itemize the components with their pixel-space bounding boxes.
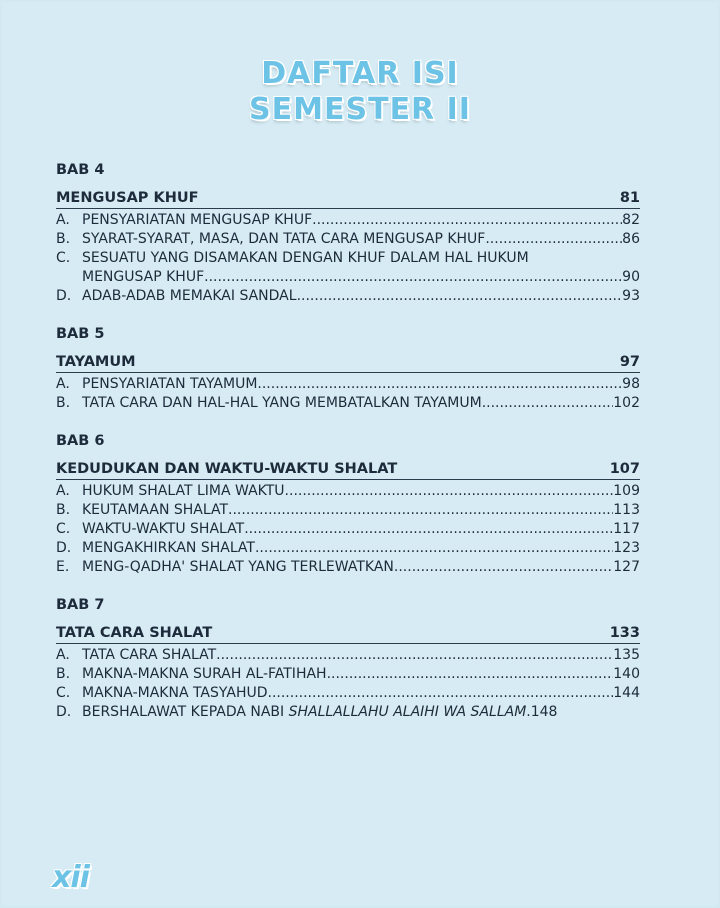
toc-entry[interactable]: [56, 287, 640, 306]
entry-letter: B.: [56, 502, 71, 518]
entry-text: PENSYARIATAN TAYAMUM: [82, 376, 258, 392]
page-number: xii: [52, 860, 89, 895]
toc-entry[interactable]: [56, 646, 640, 665]
chapter-title-row[interactable]: [56, 352, 640, 373]
chapter-title-row[interactable]: [56, 623, 640, 644]
entry-page: 90: [622, 269, 640, 285]
entry-letter: E.: [56, 559, 70, 575]
dot-leader: [312, 211, 622, 230]
toc-entry[interactable]: [56, 558, 640, 577]
entry-letter: A.: [56, 376, 70, 392]
entry-page: 86: [622, 231, 640, 247]
entry-text: TATA CARA SHALAT: [82, 647, 217, 663]
toc-entry[interactable]: [56, 375, 640, 394]
dot-leader: [257, 375, 622, 394]
bab-heading: BAB 5: [56, 326, 105, 342]
entry-page: 109: [613, 483, 640, 499]
entry-text: MENGAKHIRKAN SHALAT: [82, 540, 255, 556]
chapter-title-row[interactable]: [56, 188, 640, 209]
chapter-page: 133: [609, 625, 640, 641]
toc-entry[interactable]: [56, 230, 640, 249]
entry-text: KEUTAMAAN SHALAT: [82, 502, 229, 518]
entry-letter: C.: [56, 250, 71, 266]
entry-text: BERSHALAWAT KEPADA NABI: [82, 704, 285, 720]
dot-leader: [485, 230, 622, 249]
entry-text: ADAB-ADAB MEMAKAI SANDAL: [82, 288, 297, 304]
bab-heading: BAB 4: [56, 162, 105, 178]
entry-text-continued: MENGUSAP KHUF: [82, 269, 205, 285]
dot-leader: [285, 482, 614, 501]
entry-text: WAKTU-WAKTU SHALAT: [82, 521, 245, 537]
dot-leader: [268, 684, 614, 703]
entry-letter: B.: [56, 666, 71, 682]
entry-text: MENG-QADHA' SHALAT YANG TERLEWATKAN: [82, 559, 394, 575]
bab-heading: BAB 7: [56, 597, 105, 613]
dot-leader: [482, 394, 614, 413]
entry-page: 117: [613, 521, 640, 537]
toc-entry[interactable]: [56, 684, 640, 703]
toc-entry[interactable]: [56, 482, 640, 501]
toc-entry[interactable]: [56, 665, 640, 684]
entry-letter: D.: [56, 704, 72, 720]
entry-letter: B.: [56, 231, 71, 247]
entry-page: 93: [622, 288, 640, 304]
entry-text: SESUATU YANG DISAMAKAN DENGAN KHUF DALAM HAL HUKUM: [82, 250, 529, 266]
entry-page: 113: [613, 502, 640, 518]
chapter-page: 97: [619, 354, 640, 370]
entry-letter: A.: [56, 212, 70, 228]
entry-letter: D.: [56, 540, 72, 556]
dot-leader: [297, 287, 623, 306]
dot-leader: [394, 558, 613, 577]
entry-letter: C.: [56, 685, 71, 701]
entry-page: 127: [613, 559, 640, 575]
bab-heading: BAB 6: [56, 433, 105, 449]
dot-leader: [244, 520, 613, 539]
entry-page: 135: [613, 647, 640, 663]
entry-page: 98: [622, 376, 640, 392]
dot-leader: [255, 539, 613, 558]
dot-leader: [327, 665, 614, 684]
entry-letter: B.: [56, 395, 71, 411]
entry-letter: C.: [56, 521, 71, 537]
toc-entry[interactable]: [56, 520, 640, 539]
dot-leader: [228, 501, 613, 520]
entry-page: 140: [613, 666, 640, 682]
dot-leader: [204, 268, 622, 287]
toc-entry[interactable]: [56, 394, 640, 413]
chapter-title: TAYAMUM: [56, 354, 136, 370]
toc-entry[interactable]: D. BERSHALAWAT KEPADA NABI SHALLALLAHU ALAIHI WA SALLAM . 148: [56, 704, 558, 720]
chapter-page: 107: [609, 461, 640, 477]
entry-text-italic: SHALLALLAHU ALAIHI WA SALLAM: [288, 704, 527, 720]
chapter-title-row[interactable]: [56, 459, 640, 480]
entry-letter: A.: [56, 483, 70, 499]
toc-entry-continuation[interactable]: [56, 268, 640, 287]
entry-text: HUKUM SHALAT LIMA WAKTU: [82, 483, 285, 499]
entry-page: 123: [613, 540, 640, 556]
entry-text: MAKNA-MAKNA TASYAHUD: [82, 685, 268, 701]
entry-page: 102: [613, 395, 640, 411]
page: [2, 2, 718, 906]
chapter-page: 81: [619, 190, 640, 206]
title-line-1: DAFTAR ISI: [261, 56, 459, 91]
chapter-title: KEDUDUKAN DAN WAKTU-WAKTU SHALAT: [56, 461, 398, 477]
entry-text: TATA CARA DAN HAL-HAL YANG MEMBATALKAN TAYAMUM: [82, 395, 482, 411]
toc-entry[interactable]: [56, 249, 640, 268]
toc-entry[interactable]: [56, 501, 640, 520]
entry-page: 144: [613, 685, 640, 701]
table-of-contents: [56, 160, 640, 722]
entry-letter: D.: [56, 288, 72, 304]
entry-text: MAKNA-MAKNA SURAH AL-FATIHAH: [82, 666, 327, 682]
toc-entry[interactable]: [56, 211, 640, 230]
toc-entry[interactable]: [56, 539, 640, 558]
title-line-2: SEMESTER II: [249, 92, 471, 127]
entry-text: SYARAT-SYARAT, MASA, DAN TATA CARA MENGUSAP KHUF: [82, 231, 486, 247]
entry-page: 82: [622, 212, 640, 228]
chapter-title: MENGUSAP KHUF: [56, 190, 199, 206]
entry-text: PENSYARIATAN MENGUSAP KHUF: [82, 212, 313, 228]
chapter-title: TATA CARA SHALAT: [56, 625, 213, 641]
entry-page: 148: [530, 704, 558, 720]
dot-leader: [216, 646, 613, 665]
entry-letter: A.: [56, 647, 70, 663]
